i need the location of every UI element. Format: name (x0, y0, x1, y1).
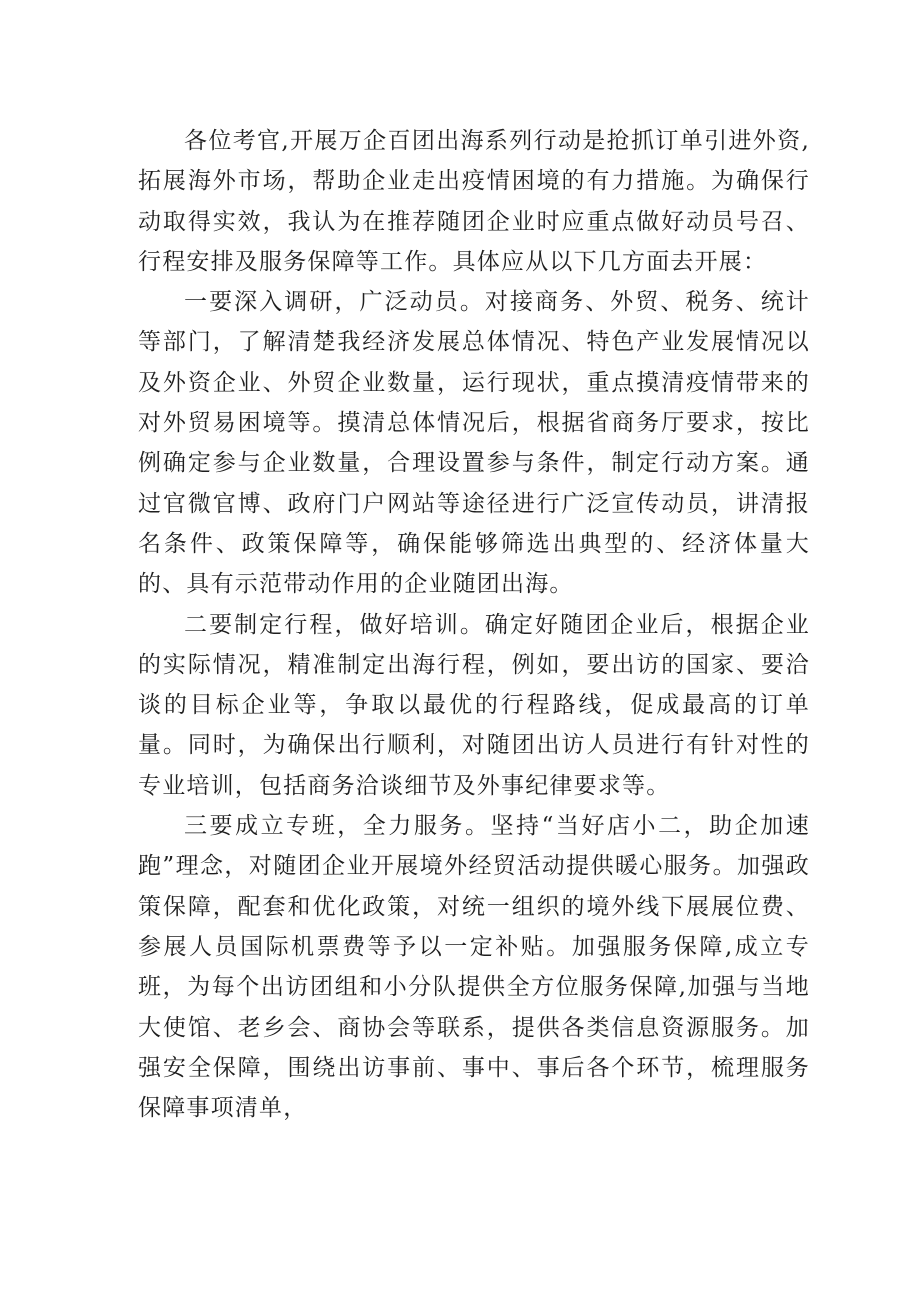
paragraph-point-two: 二要制定行程，做好培训。确定好随团企业后，根据企业的实际情况，精准制定出海行程，例如，要出访的国家、要洽谈的目标企业等，争取以最优的行程路线，促成最高的订单量。同时，为确保出行顺利，对随团出访人员进行有针对性的专业培训，包括商务洽谈细节及外事纪律要求等。 (138, 611, 810, 799)
document-body (138, 121, 810, 1128)
paragraph-point-one: 一要深入调研，广泛动员。对接商务、外贸、税务、统计等部门，了解清楚我经济发展总体情况、特色产业发展情况以及外资企业、外贸企业数量，运行现状，重点摸清疫情带来的对外贸易困境等。摸清总体情况后，根据省商务厅要求，按比例确定参与企业数量，合理设置参与条件，制定行动方案。通过官微官博、政府门户网站等途径进行广泛宣传动员，讲清报名条件、政策保障等，确保能够筛选出典型的、经济体量大的、具有示范带动作用的企业随团出海。 (138, 289, 810, 598)
paragraph-intro: 各位考官,开展万企百团出海系列行动是抢抓订单引进外资,拓展海外市场，帮助企业走出疫情困境的有力措施。为确保行动取得实效，我认为在推荐随团企业时应重点做好动员号召、行程安排及服务保障等工作。具体应从以下几方面去开展： (138, 128, 810, 275)
paragraph-point-three: 三要成立专班，全力服务。坚持“当好店小二，助企加速跑”理念，对随团企业开展境外经贸活动提供暖心服务。加强政策保障，配套和优化政策，对统一组织的境外线下展展位费、参展人员国际机票费等予以一定补贴。加强服务保障,成立专班，为每个出访团组和小分队提供全方位服务保障,加强与当地大使馆、老乡会、商协会等联系，提供各类信息资源服务。加强安全保障，围绕出访事前、事中、事后各个环节，梳理服务保障事项清单， (138, 813, 810, 1122)
